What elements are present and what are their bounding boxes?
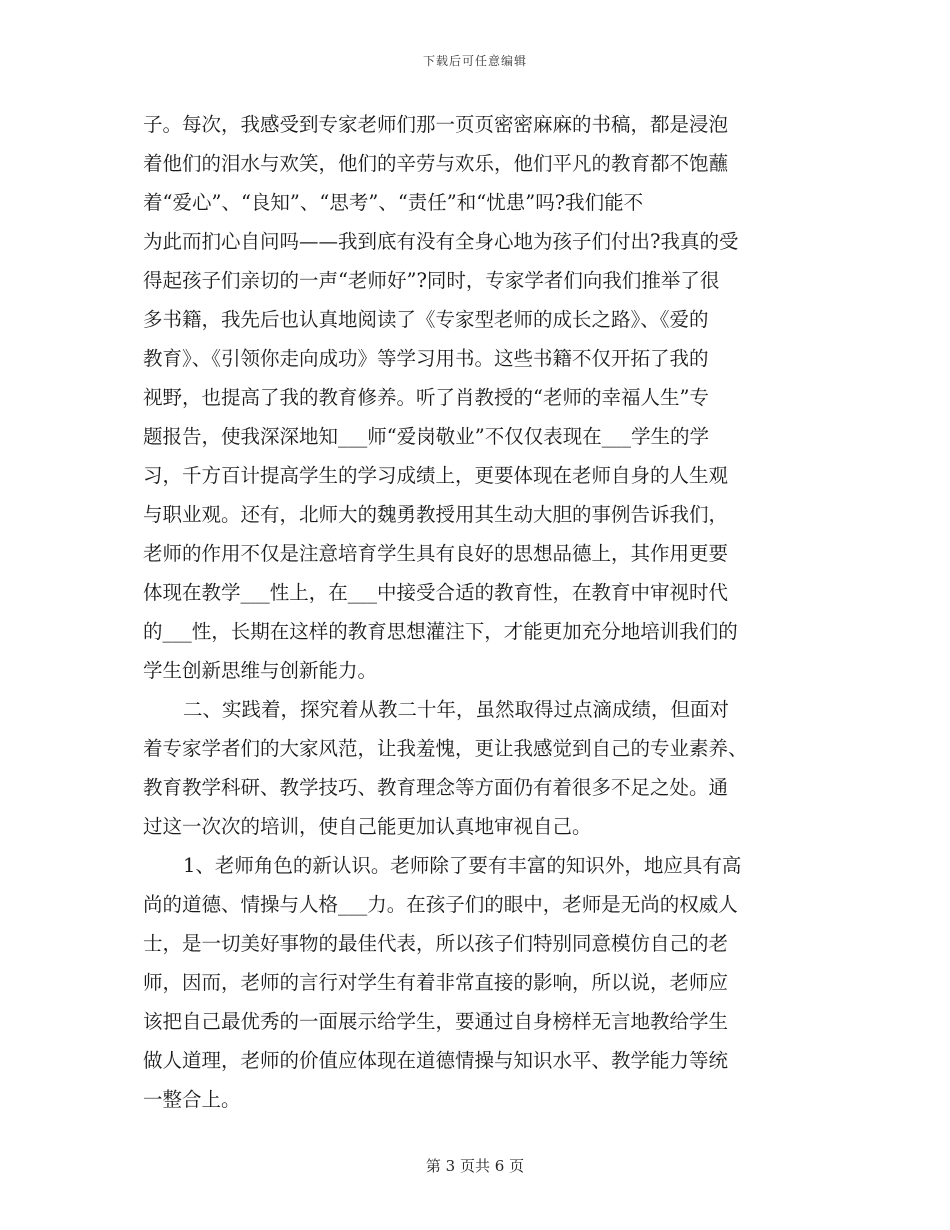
text-line: 与职业观。还有，北师大的魏勇教授用其生动大胆的事例告诉我们， [143,503,729,526]
paragraph-start-line: 1、老师角色的新认识。老师除了要有丰富的知识外，地应具有高 [183,854,742,877]
text-line: 视野，也提高了我的教育修养。听了肖教授的“老师的幸福人生”专 [143,386,709,409]
text-line: 教育教学科研、教学技巧、教育理念等方面仍有着很多不足之处。通 [143,776,729,799]
text-line: 士，是一切美好事物的最佳代表，所以孩子们特别同意模仿自己的老 [143,932,729,955]
text-line: 得起孩子们亲切的一声“老师好”?同时，专家学者们向我们推举了很 [143,269,720,292]
text-line: 做人道理，老师的价值应体现在道德情操与知识水平、教学能力等统 [143,1049,729,1072]
text-line: 教育》、《引领你走向成功》等学习用书。这些书籍不仅开拓了我的 [143,347,709,370]
text-line: 着他们的泪水与欢笑，他们的辛劳与欢乐，他们平凡的教育都不饱蘸 [143,152,729,175]
text-line: 老师的作用不仅是注意培育学生具有良好的思想品德上，其作用更要 [143,542,729,565]
text-line: 多书籍，我先后也认真地阅读了《专家型老师的成长之路》、《爱的 [143,308,709,331]
text-line: 子。每次，我感受到专家老师们那一页页密密麻麻的书稿，都是浸泡 [143,113,729,136]
paragraph-start-line: 二、实践着，探究着从教二十年，虽然取得过点滴成绩，但面对 [183,698,730,721]
text-line: 体现在教学___性上，在___中接受合适的教育性，在教育中审视时代 [143,581,729,604]
text-line: 习，千方百计提高学生的学习成绩上，更要体现在老师自身的人生观 [143,464,729,487]
text-line: 一整合上。 [143,1088,241,1111]
text-line: 过这一次次的培训，使自己能更加认真地审视自己。 [143,815,592,838]
text-line: 尚的道德、情操与人格___力。在孩子们的眼中，老师是无尚的权威人 [143,893,738,916]
text-line: 该把自己最优秀的一面展示给学生，要通过自身榜样无言地教给学生 [143,1010,729,1033]
page-header: 下载后可任意编辑 [422,54,527,68]
text-line: 师，因而，老师的言行对学生有着非常直接的影响，所以说，老师应 [143,971,729,994]
page-footer: 第 3 页共 6 页 [425,1157,525,1175]
text-line: 学生创新思维与创新能力。 [143,659,378,682]
text-line: 题报告，使我深深地知___师“爱岗敬业”不仅仅表现在___学生的学 [143,425,709,448]
text-line: 为此而扪心自问吗——我到底有没有全身心地为孩子们付出?我真的受 [143,230,739,253]
document-body [143,105,807,1119]
text-line: 着专家学者们的大家风范，让我羞愧，更让我感觉到自己的专业素养、 [143,737,748,760]
text-line: 着“爱心”、“良知”、“思考”、“责任”和“忧患”吗?我们能不 [143,191,644,214]
text-line: 的___性，长期在这样的教育思想灌注下，才能更加充分地培训我们的 [143,620,738,643]
